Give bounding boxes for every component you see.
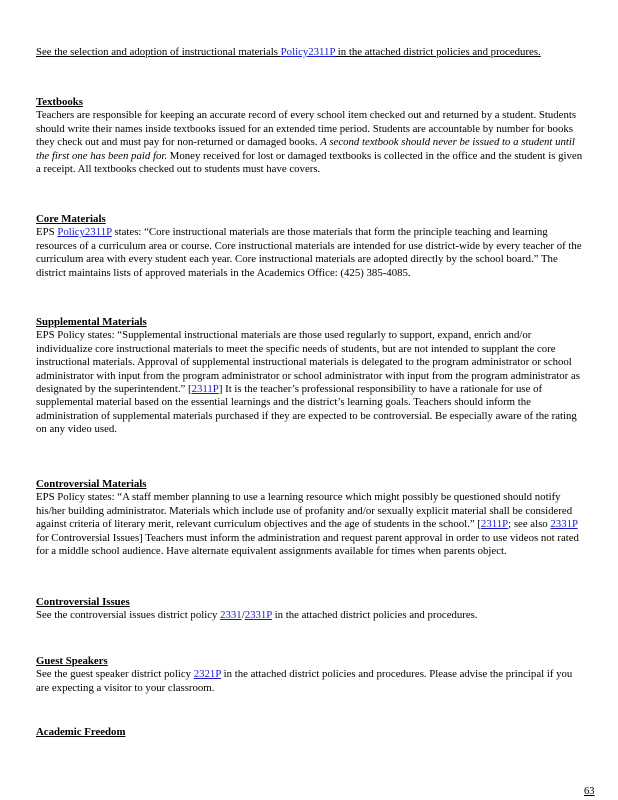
intro-text-a: See the selection and adoption of instructional materials: [36, 46, 281, 58]
controversial-materials-text-a: EPS Policy states: “A staff member planning to use a learning resource which might possibly be questioned should notify his/her building administrator. Materials which include use of profanity and/or sexually explicit material shall be considered against criteria of literary merit, relevant curriculum objectives and the age of students in the school.” [: [36, 491, 573, 531]
textbooks-heading: Textbooks: [36, 96, 84, 108]
intro-text-b: in the attached district policies and procedures.: [335, 46, 541, 58]
issues-2331-link[interactable]: 2331: [220, 609, 242, 622]
controversial-2331p-link[interactable]: 2331P: [550, 518, 578, 531]
supplemental-materials-heading: Supplemental Materials: [36, 316, 147, 328]
controversial-issues-text-b: in the attached district policies and procedures.: [271, 609, 478, 622]
core-materials-heading: Core Materials: [36, 213, 106, 225]
controversial-materials-section: [36, 478, 584, 558]
guest-speakers-heading: Guest Speakers: [36, 655, 108, 667]
controversial-materials-heading: Controversial Materials: [36, 478, 147, 490]
issues-2331p-link[interactable]: 2331P: [244, 609, 272, 622]
core-policy-2311p-link[interactable]: Policy2311P: [57, 226, 112, 239]
textbooks-section: [36, 96, 584, 176]
core-text-a: EPS: [36, 226, 58, 239]
page-number: 63: [584, 786, 595, 797]
controversial-2311p-link[interactable]: 2311P: [480, 518, 509, 531]
controversial-materials-text-b: ; see also: [508, 518, 551, 531]
guest-text-b: in the attached district policies and procedures. Please advise the principal if you are expecting a visitor to your classroom.: [36, 668, 573, 694]
guest-2321p-link[interactable]: 2321P: [193, 668, 221, 681]
guest-text-a: See the guest speaker district policy: [36, 668, 194, 681]
core-text-b: states: “Core instructional materials are those materials that form the principle teaching and learning resources of a curriculum area or course. Core instructional materials are intended for use district-wide by every teacher of the curriculum area with every student each year. Core instructional materials are adopted directly by the school board.” The district maintains lists of approved materials in the Academics Office: (425) 385-4085.: [36, 226, 582, 279]
controversial-issues-text-a: See the controversial issues district policy: [36, 609, 221, 622]
supplemental-2311p-link[interactable]: 2311P: [191, 383, 219, 396]
controversial-issues-section: [36, 596, 584, 623]
controversial-issues-heading: Controversial Issues: [36, 596, 130, 608]
textbooks-text-a: Teachers are responsible for keeping an accurate record of every school item checked out and returned by a student. Students should write their names inside textbooks issued for an extended time period. Students are accountable by number for books they check out and must pay for non-returned or damaged books.: [36, 109, 577, 149]
academic-freedom-section: [36, 726, 584, 739]
supplemental-materials-section: [36, 316, 584, 437]
controversial-materials-text-c: for Controversial Issues] Teachers must inform the administration and request parent approval in order to use videos not rated for a middle school audience. Have alternate equivalent assignments available for times when parents object.: [36, 531, 579, 558]
academic-freedom-heading: Academic Freedom: [36, 726, 126, 738]
policy-2311p-link[interactable]: Policy2311P: [280, 46, 336, 58]
supplemental-text-a: EPS Policy states: “Supplemental instructional materials are those used regularly to support, expand, enrich and/or individualize core instructional materials to meet the specific needs of students, but are not intended to supplant the core instructional materials. Approval of supplemental instructional materials is delegated to the program administrator or school administrator with input from the program administrator or school administrator with input from the program administrator as designated by the superintendent.” [: [36, 329, 580, 396]
guest-speakers-section: [36, 655, 584, 695]
textbooks-text-b: Money received for lost or damaged textbooks is collected in the office and the student is given a receipt. All textbooks checked out to students must have covers.: [36, 149, 583, 176]
intro-paragraph: [36, 46, 584, 59]
core-materials-section: [36, 213, 584, 280]
issues-link-separator: /: [241, 609, 245, 622]
textbooks-italic-note: A second textbook should never be issued to a student until the first one has been paid for.: [36, 136, 575, 162]
supplemental-text-b: ] It is the teacher’s professional responsibility to have a rationale for use of supplemental material based on the essential learnings and the district’s learning goals. Teachers should inform the administration of supplemental materials purchased if they are expected to be controversial. Be especially aware of the rating on any video used.: [36, 383, 577, 436]
